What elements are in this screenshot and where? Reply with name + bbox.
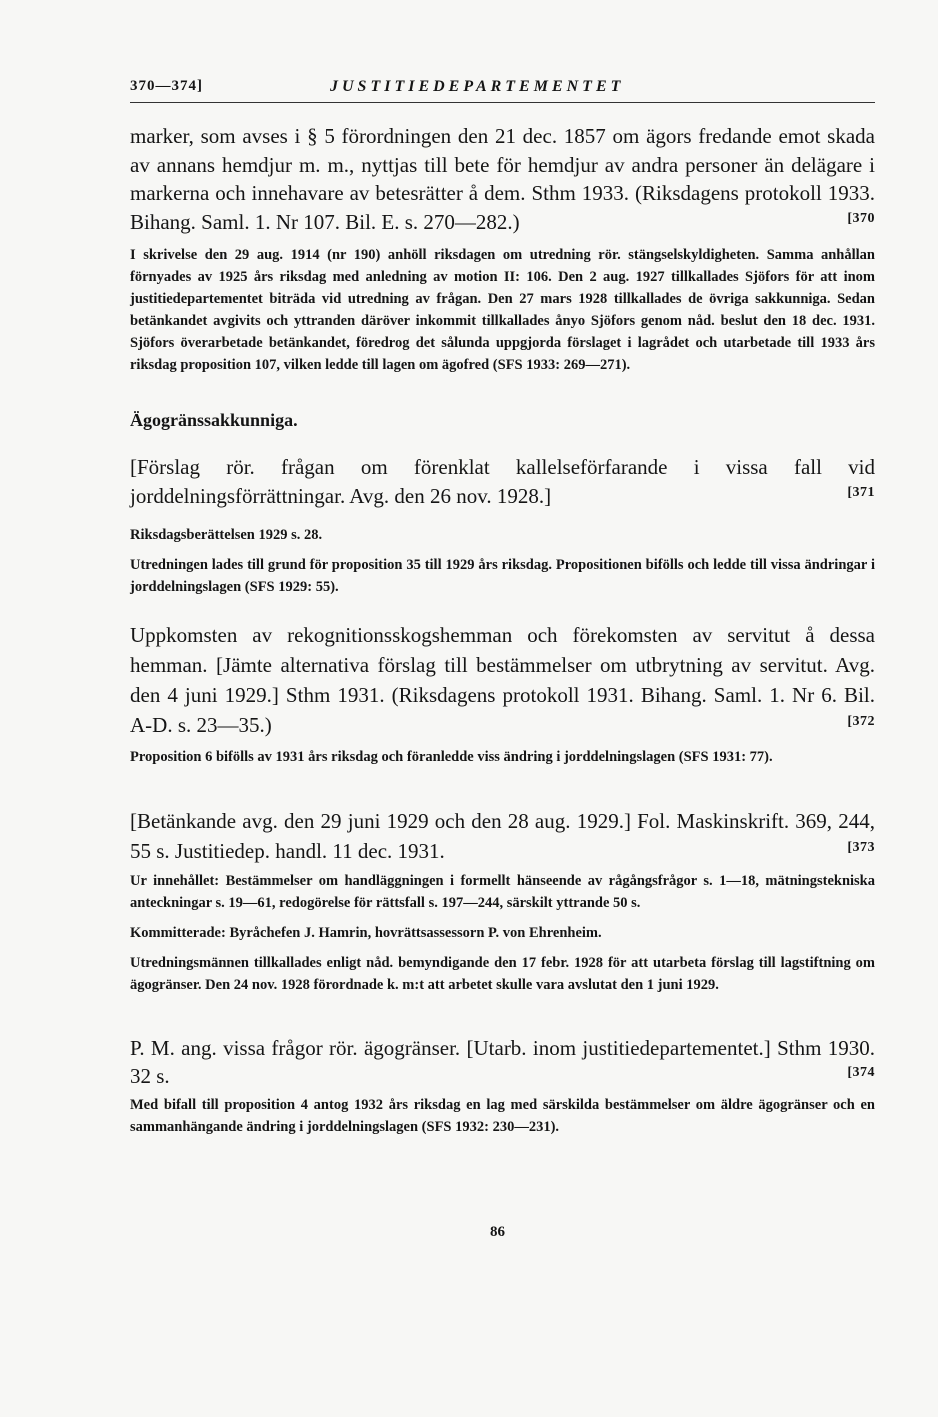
entry-374-citation-text: P. M. ang. vissa frågor rör. ägogränser. [Utarb. inom justitiedepartementet.] Sthm 1930. 32 s. xyxy=(130,1036,875,1088)
entry-371-note: Utredningen lades till grund för proposition 35 till 1929 års riksdag. Propositionen bifölls och ledde till vissa ändringar i jorddelningslagen (SFS 1929: 55). xyxy=(130,557,875,595)
entry-374-citation xyxy=(130,1034,875,1090)
entry-373-note: Utredningsmännen tillkallades enligt nåd. bemyndigande den 17 febr. 1928 för att utarbeta förslag till lagstiftning om ägogränser. Den 24 nov. 1928 förordnade k. m:t att arbetet skulle vara avslutat den 1 juni 1929. xyxy=(130,955,875,993)
entry-370-citation xyxy=(130,122,875,236)
entry-372-ref: [372 xyxy=(847,714,875,729)
entry-371-ref: [371 xyxy=(847,484,875,500)
header-page-range: 370—374] xyxy=(130,78,203,94)
entry-373-citation-text: [Betänkande avg. den 29 juni 1929 och den 28 aug. 1929.] Fol. Maskinskrift. 369, 244, 55 s. Justitiedep. handl. 11 dec. 1931. xyxy=(130,809,875,863)
entry-373-committee: Kommitterade: Byråchefen J. Hamrin, hovrättsassessorn P. von Ehrenheim. xyxy=(130,925,602,941)
entry-373-citation xyxy=(130,806,875,866)
entry-373-contents: Ur innehållet: Bestämmelser om handläggningen i formellt hänseende av rågångsfrågor s. 1—18, mätningstekniska anteckningar s. 19—61, redogörelse för rättsfall s. 197—244, särskilt yttrande 50 s. xyxy=(130,873,875,911)
entry-372-note: Proposition 6 bifölls av 1931 års riksdag och föranledde viss ändring i jorddelningslagen (SFS 1931: 77). xyxy=(130,749,773,765)
entry-371-citation-text: [Förslag rör. frågan om förenklat kallelseförfarande i vissa fall vid jorddelningsförrättningar. Avg. den 26 nov. 1928.] xyxy=(130,455,875,508)
entry-370-note: I skrivelse den 29 aug. 1914 (nr 190) anhöll riksdagen om utredning rör. stängselskyldigheten. Samma anhållan förnyades av 1925 års riksdag med anledning av motion II: 106. Den 2 aug. 1927 tillkallades Sjöfors för att inom justitiedepartementet biträda vid utredning av frågan. Den 27 mars 1928 tillkallades de övriga sakkunniga. Sedan betänkandet avgivits och yttranden däröver inkommit tillkallades ånyo Sjöfors genom nåd. beslut den 18 dec. 1931. Sjöfors överarbetade betänkandet, föredrog det sålunda uppgjorda förslaget i lagrådet och utarbetade till 1933 års riksdag proposition 107, vilken ledde till lagen om ägofred (SFS 1933: 269—271). xyxy=(130,247,875,373)
entry-371-citation xyxy=(130,453,875,510)
entry-370-ref: [370 xyxy=(847,210,875,226)
section-heading: Ägogränssakkunniga. xyxy=(130,410,298,430)
page-number: 86 xyxy=(490,1224,505,1240)
header-title: JUSTITIEDEPARTEMENTET xyxy=(330,78,625,95)
entry-374-ref: [374 xyxy=(847,1065,875,1080)
entry-370-citation-text: marker, som avses i § 5 förordningen den 21 dec. 1857 om ägors fredande emot skada av annans hemdjur m. m., nyttjas till bete för hemdjur av andra personer än delägare i markerna och innehavare av betesrätter å dem. Sthm 1933. (Riksdagens protokoll 1933. Bihang. Saml. 1. Nr 107. Bil. E. s. 270—282.) xyxy=(130,124,875,234)
entry-373-ref: [373 xyxy=(847,840,875,855)
running-header xyxy=(130,76,875,103)
entry-372-citation-text: Uppkomsten av rekognitionsskogshemman och förekomsten av servitut å dessa hemman. [Jämte alternativa förslag till bestämmelser om utbrytning av servitut. Avg. den 4 juni 1929.] Sthm 1931. (Riksdagens protokoll 1931. Bihang. Saml. 1. Nr 6. Bil. A-D. s. 23—35.) xyxy=(130,623,875,737)
entry-372-citation xyxy=(130,620,875,740)
main-content xyxy=(130,122,875,1138)
entry-371-source: Riksdagsberättelsen 1929 s. 28. xyxy=(130,527,323,543)
entry-374-note: Med bifall till proposition 4 antog 1932 års riksdag en lag med särskilda bestämmelser om äldre ägogränser och en sammanhängande ändring i jorddelningslagen (SFS 1932: 230—231). xyxy=(130,1097,875,1135)
